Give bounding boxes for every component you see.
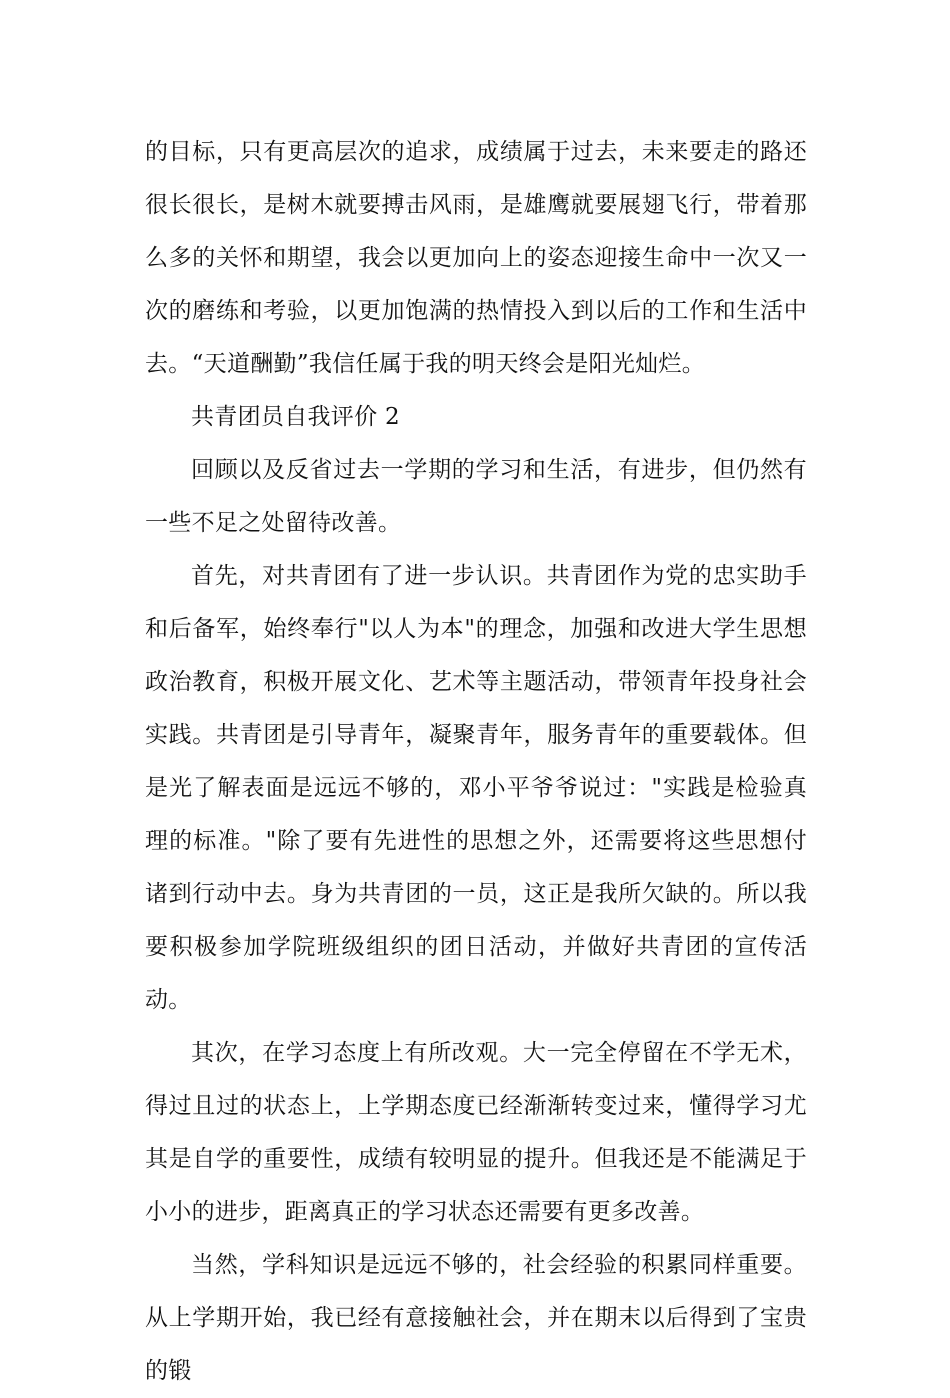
paragraph-league-understanding: 首先，对共青团有了进一步认识。共青团作为党的忠实助手和后备军，始终奉行"以人为本"的理念，加强和改进大学生思想政治教育，积极开展文化、艺术等主题活动，带领青年投身社会实践。共青团是引导青年，凝聚青年，服务青年的重要载体。但是光了解表面是远远不够的，邓小平爷爷说过："实践是检验真理的标准。"除了要有先进性的思想之外，还需要将这些思想付诸到行动中去。身为共青团的一员，这正是我所欠缺的。所以我要积极参加学院班级组织的团日活动，并做好共青团的宣传活动。 xyxy=(145,563,807,1013)
paragraph-continuation: 的目标，只有更高层次的追求，成绩属于过去，未来要走的路还很长很长，是树木就要搏击风雨，是雄鹰就要展翅飞行，带着那么多的关怀和期望，我会以更加向上的姿态迎接生命中一次又一次的磨练和考验，以更加饱满的热情投入到以后的工作和生活中去。“天道酬勤”我信任属于我的明天终会是阳光灿烂。 xyxy=(145,139,807,377)
paragraph-review: 回顾以及反省过去一学期的学习和生活，有进步，但仍然有一些不足之处留待改善。 xyxy=(145,457,807,536)
paragraph-study-attitude: 其次，在学习态度上有所改观。大一完全停留在不学无术，得过且过的状态上，上学期态度已经渐渐转变过来，懂得学习尤其是自学的重要性，成绩有较明显的提升。但我还是不能满足于小小的进步，距离真正的学习状态还需要有更多改善。 xyxy=(145,1040,807,1225)
document-body xyxy=(145,126,807,1398)
paragraph-social-experience: 当然，学科知识是远远不够的，社会经验的积累同样重要。从上学期开始，我已经有意接触社会，并在期末以后得到了宝贵的锻 xyxy=(145,1252,807,1384)
section-heading: 共青团员自我评价 2 xyxy=(191,404,400,430)
